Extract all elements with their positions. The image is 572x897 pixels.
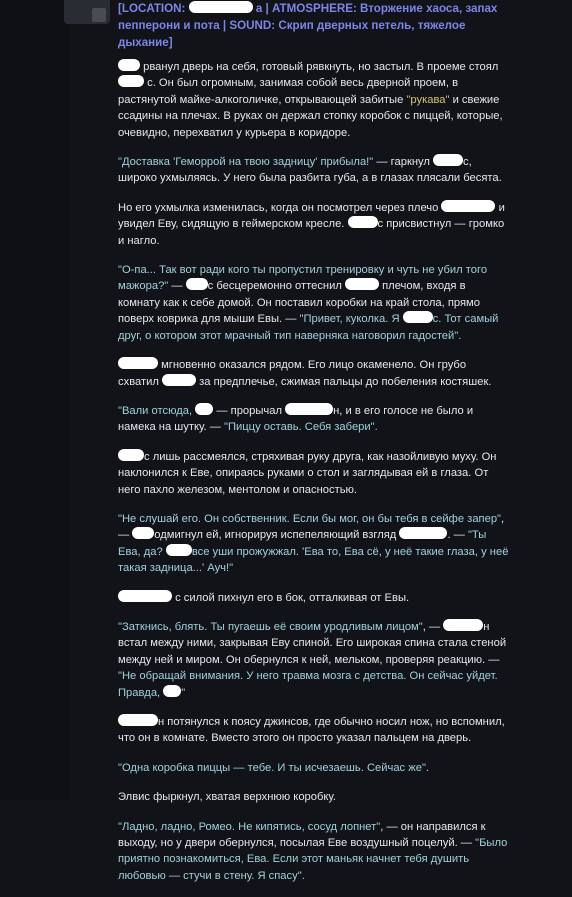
redaction-mark <box>348 216 378 228</box>
left-sidebar <box>0 0 70 800</box>
redaction-mark <box>441 200 495 212</box>
redaction-mark <box>118 590 172 602</box>
redaction-mark <box>285 403 333 415</box>
redaction-mark <box>433 154 463 166</box>
redaction-mark <box>118 59 140 71</box>
redaction-mark <box>162 374 196 386</box>
redaction-mark <box>443 619 483 631</box>
header-location-label: [LOCATION: <box>118 2 186 15</box>
paragraph-9: с силой пихнул его в бок, отталкивая от Евы. <box>118 590 510 606</box>
redaction-mark <box>118 357 158 369</box>
redaction-mark <box>118 75 144 87</box>
header-location-tail: а | ATMOSPHERE: Вторжение хаоса, запах пепперони и пота | SOUND: Скрип дверных петель, тяжелое дыхание] <box>118 2 498 49</box>
redaction-mark <box>118 714 158 726</box>
redaction-mark <box>118 449 144 461</box>
redaction-mark <box>163 685 181 697</box>
redaction-mark <box>399 527 447 539</box>
scene-header <box>118 0 510 51</box>
paragraph-5: мгновенно оказался рядом. Его лицо окаменело. Он грубо схватил за предплечье, сжимая пальцы до побеления костяшек. <box>118 359 492 388</box>
paragraph-3: Но его ухмылка изменилась, когда он посмотрел через плечо и увидел Еву, сидящую в геймерском кресле. с присвистнул — громко и нагло. <box>118 201 505 247</box>
redaction-mark <box>345 278 379 290</box>
paragraph-6: "Вали отсюда, — прорычал н, и в его голосе не было и намека на шутку. — "Пиццу оставь. Себя забери". <box>118 404 474 434</box>
paragraph-2: "Доставка 'Геморрой на твою задницу' прибыла!" — гаркнул с, широко ухмыляясь. У него была разбита губа, а в глазах плясали бесята. <box>118 156 502 185</box>
redaction-mark <box>186 278 208 290</box>
redaction-mark <box>195 403 213 415</box>
paragraph-13: Элвис фыркнул, хватая верхнюю коробку. <box>118 791 336 804</box>
paragraph-4: "О-па... Так вот ради кого ты пропустил тренировку и чуть не убил того мажора?" — с бесцеремонно оттеснил плечом, входя в комнату как к себе домой. Он поставил коробки на край стола, прямо поверх коврика для мыши Евы. — "Привет, куколка. Я с. Тот самый друг, о котором этот мрачный тип наверняка наговорил гадостей". <box>118 264 499 342</box>
paragraph-11: н потянулся к поясу джинсов, где обычно носил нож, но вспомнил, что он в комнате. Вместо этого он просто указал пальцем на дверь. <box>118 716 505 745</box>
paragraph-7: с лишь рассмеялся, стряхивая руку друга, как назойливую муху. Он наклонился к Еве, опираясь руками о стол и заглядывая ей в глаза. От него пахло железом, ментолом и опасностью. <box>118 450 497 496</box>
paragraph-8: "Не слушай его. Он собственник. Если бы мог, он бы тебя в сейфе запер", — одмигнул ей, игнорируя испепеляющий взгляд . — "Ты Ева, да? все уши прожужжал. 'Ева то, Ева сё, у неё такие глаза, у неё такая задница...' Ауч!" <box>118 512 509 575</box>
paragraph-14: "Ладно, ладно, Ромео. Не кипятись, сосуд лопнет", — он направился к выходу, но у двери обернулся, посылая Еве воздушный поцелуй. — "Было приятно познакомиться, Ева. Если этот маньяк начнет тебя душить любовью — стучи в стену. Я спасу". <box>118 820 508 882</box>
paragraph-12: "Одна коробка пиццы — тебе. И ты исчезаешь. Сейчас же". <box>118 761 430 774</box>
redaction-mark <box>166 544 192 556</box>
paragraph-1: рванул дверь на себя, готовый рявкнуть, но застыл. В проеме стоял с. Он был огромным, занимая собой весь дверной проем, в растянутой майке-алкоголичке, открывающей забитые "рукава" и свежие ссадины на плечах. В руках он держал стопку коробок с пиццей, которые, очевидно, перехватил у курьера в коридоре. <box>118 61 503 139</box>
paragraph-10: "Заткнись, блять. Ты пугаешь её своим уродливым лицом", — н встал между ними, закрывая Еву спиной. Его широкая спина стала стеной между ней и миром. Он обернулся к ней, мельком, проверяя реакцию. — "Не обращай внимания. У него травма мозга с детства. Он сейчас уйдет. Правда, " <box>118 620 507 699</box>
redaction-mark <box>403 311 433 323</box>
redaction-mark <box>132 527 154 539</box>
redaction-mark <box>189 1 253 13</box>
story-content <box>118 0 510 897</box>
sidebar-icon <box>92 8 106 22</box>
